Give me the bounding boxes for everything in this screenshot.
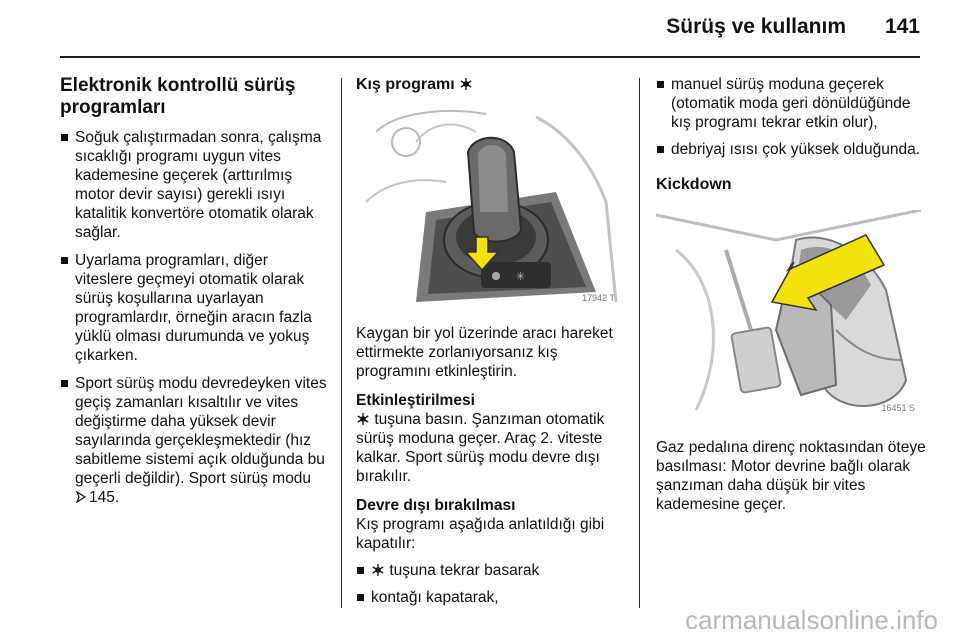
list-item: kontağı kapatarak, — [356, 588, 624, 607]
snowflake-icon — [371, 563, 385, 577]
pedal-illustration — [656, 210, 921, 420]
column-winter-program — [356, 75, 624, 607]
heading-kickdown: Kickdown — [656, 176, 732, 193]
column-electronic-programs — [60, 75, 328, 507]
svg-text:✳: ✳ — [516, 270, 526, 283]
page-ref-arrow-icon — [75, 489, 87, 501]
page-header — [0, 0, 960, 60]
kickdown-text: Gaz pedalına direnç noktasından öteye basılması: Motor devrine bağlı olarak şanzıman daha düşük bir vites kademesine geçer. — [656, 439, 926, 513]
snowflake-icon — [459, 77, 473, 91]
electronic-programs-list — [60, 128, 328, 507]
heading-winter-program: Kış programı — [356, 75, 624, 94]
deactivate-text: Kış programı aşağıda anlatıldığı gibi kapatılır: — [356, 516, 605, 552]
figure-code: 17942 T — [582, 293, 615, 303]
gear-selector-figure — [356, 102, 621, 310]
list-item: Sport sürüş modu devredeyken vites geçiş zamanları kısaltılır ve vites değiştirme daha yüksek devir sayılarında gerçekleşmektedir (hız sabitleme sistemi açık olduğunda bu geçerli değildir). Sport sürüş modu 145. — [60, 374, 328, 507]
header-divider — [60, 56, 920, 58]
list-item: debriyaj ısısı çok yüksek olduğunda. — [656, 140, 926, 159]
column-divider — [341, 78, 342, 608]
page-reference-link[interactable]: 145. — [89, 489, 120, 506]
snowflake-icon — [356, 412, 370, 426]
watermark: carmanualsonline.info — [685, 605, 938, 635]
figure-code: 16451 S — [881, 403, 915, 413]
list-item: Uyarlama programları, diğer viteslere geçmeyi otomatik olarak sürüş koşullarına uyarlayan programlardır, örneğin aracın fazla yüklü olması durumunda ve yokuş çıkarken. — [60, 251, 328, 365]
deactivate-list — [356, 561, 624, 607]
column-divider — [639, 78, 640, 608]
section-title: Sürüş ve kullanım — [666, 15, 846, 38]
column-kickdown — [656, 75, 926, 514]
kickdown-figure — [656, 210, 921, 420]
gear-selector-illustration — [356, 102, 621, 310]
heading-electronic-programs: Elektronik kontrollü sürüş programları — [60, 75, 296, 118]
activate-text: tuşuna basın. Şanzıman otomatik sürüş moduna geçer. Araç 2. viteste kalkar. Sport sürüş modu devre dışı bırakılır. — [356, 411, 605, 485]
list-item: Soğuk çalıştırmadan sonra, çalışma sıcaklığı programı uygun vites kademesine geçerek (arttırılmış motor devir sayısı) gerekli ısıyı katalitik konvertöre otomatik olarak sağlar. — [60, 128, 328, 242]
winter-exit-list — [656, 75, 926, 159]
list-item: manuel sürüş moduna geçerek (otomatik moda geri dönüldüğünde kış programı tekrar etkin olur), — [656, 75, 926, 132]
winter-intro-text: Kaygan bir yol üzerinde aracı hareket ettirmekte zorlanıyorsanız kış programını etkinleştirin. — [356, 325, 613, 380]
heading-deactivate: Devre dışı bırakılması — [356, 497, 516, 514]
list-item: tuşuna tekrar basarak — [356, 561, 624, 580]
page-number: 141 — [884, 15, 920, 38]
heading-activate: Etkinleştirilmesi — [356, 392, 475, 409]
